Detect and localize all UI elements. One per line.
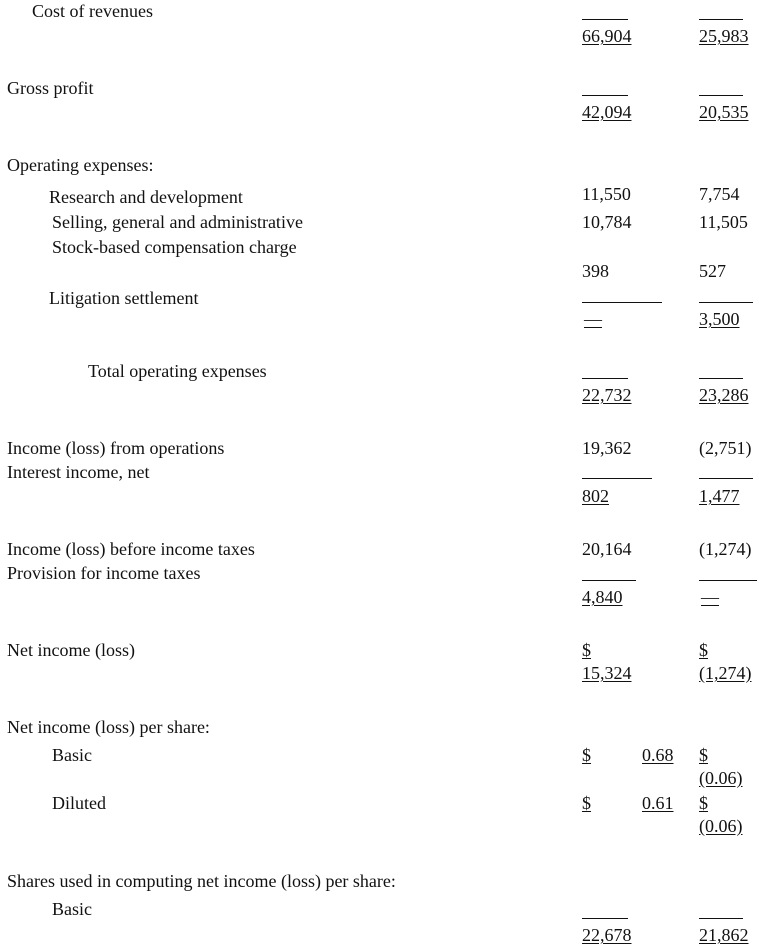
net-income-value-2: (1,274) [699,663,752,683]
eps-header: Net income (loss) per share: [7,717,210,737]
rule [699,19,743,20]
shares-basic-value-2: 21,862 [699,925,749,945]
rule [699,918,743,919]
sga-value-1: 10,784 [582,212,632,232]
total-opex-label: Total operating expenses [88,361,267,381]
cost-of-revenues-value-1: 66,904 [582,26,632,46]
gross-profit-value-1: 42,094 [582,102,632,122]
rule [699,302,753,303]
sga-label: Selling, general and administrative [52,212,303,232]
cost-of-revenues-value-2: 25,983 [699,26,749,46]
cost-of-revenues-label: Cost of revenues [32,1,153,21]
operating-expenses-header: Operating expenses: [7,155,154,175]
shares-header: Shares used in computing net income (loss) per share: [7,871,396,891]
litigation-value-1: — [584,309,602,329]
interest-income-label: Interest income, net [7,462,150,482]
rule [582,378,628,379]
sga-value-2: 11,505 [699,212,748,232]
total-opex-value-2: 23,286 [699,385,749,405]
stock-comp-value-2: 527 [699,261,726,281]
rule [582,302,662,303]
eps-diluted-currency-1: $ [582,793,591,813]
stock-comp-value-1: 398 [582,261,609,281]
eps-diluted-currency-2: $ [699,793,708,813]
interest-income-value-1: 802 [582,486,609,506]
eps-basic-currency-1: $ [582,745,591,765]
eps-basic-currency-2: $ [699,745,708,765]
gross-profit-label: Gross profit [7,78,94,98]
provision-tax-value-2: — [701,587,719,607]
net-income-value-1: 15,324 [582,663,632,683]
eps-diluted-value-1: 0.61 [642,793,674,813]
research-development-value-2: 7,754 [699,184,740,204]
litigation-label: Litigation settlement [49,288,199,308]
stock-comp-label: Stock-based compensation charge [52,237,297,257]
eps-basic-label: Basic [52,745,92,765]
interest-income-value-2: 1,477 [699,486,740,506]
rule [582,478,652,479]
rule [582,918,628,919]
gross-profit-value-2: 20,535 [699,102,749,122]
rule [582,95,628,96]
rule [699,378,743,379]
net-income-currency-1: $ [582,640,591,660]
rule [582,580,636,581]
income-ops-label: Income (loss) from operations [7,438,225,458]
income-before-tax-label: Income (loss) before income taxes [7,539,255,559]
rule [699,580,757,581]
provision-tax-value-1: 4,840 [582,587,623,607]
eps-diluted-value-2: (0.06) [699,816,743,836]
net-income-currency-2: $ [699,640,708,660]
eps-basic-value-2: (0.06) [699,768,743,788]
net-income-label: Net income (loss) [7,640,135,660]
rule [699,478,753,479]
income-before-tax-value-2: (1,274) [699,539,752,559]
eps-basic-value-1: 0.68 [642,745,674,765]
income-before-tax-value-1: 20,164 [582,539,632,559]
rule [582,19,628,20]
shares-basic-label: Basic [52,899,92,919]
rule [699,95,743,96]
income-ops-value-2: (2,751) [699,438,752,458]
income-ops-value-1: 19,362 [582,438,632,458]
research-development-label: Research and development [49,187,243,207]
shares-basic-value-1: 22,678 [582,925,632,945]
litigation-value-2: 3,500 [699,309,740,329]
eps-diluted-label: Diluted [52,793,106,813]
total-opex-value-1: 22,732 [582,385,632,405]
research-development-value-1: 11,550 [582,184,631,204]
provision-tax-label: Provision for income taxes [7,563,201,583]
